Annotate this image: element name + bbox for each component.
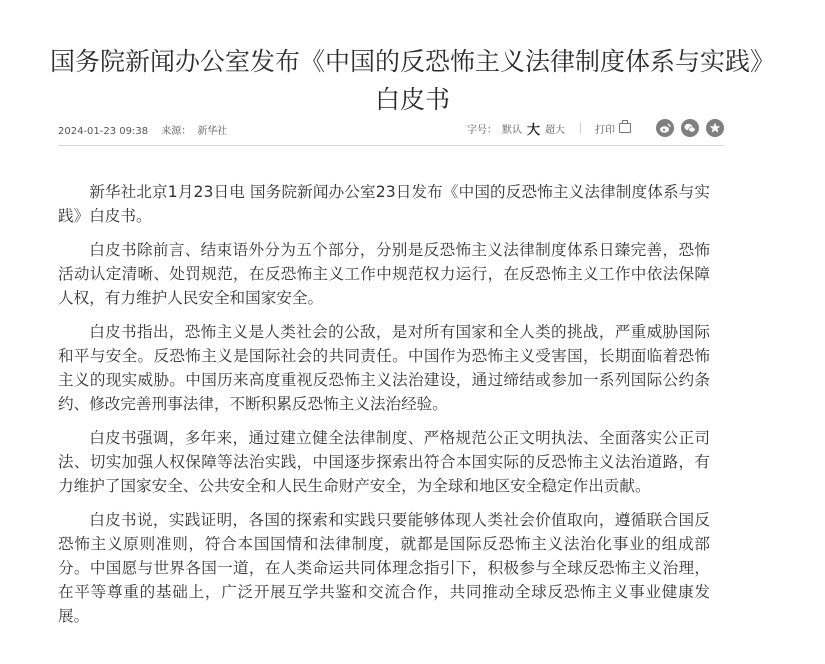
article-meta-info — [58, 122, 237, 137]
print-label: 打印 — [595, 124, 615, 136]
printer-icon — [619, 123, 631, 133]
article-paragraph: 白皮书除前言、结束语外分为五个部分，分别是反恐怖主义法律制度体系日臻完善，恐怖活动认定清晰、处罚规范，在反恐怖主义工作中规范权力运行，在反恐怖主义工作中依法保障人权，有力维护人民安全和国家安全。 — [58, 241, 710, 307]
font-size-default-button[interactable]: 默认 — [501, 124, 522, 136]
article-paragraph: 白皮书说，实践证明，各国的探索和实践只要能够体现人类社会价值取向，遵循联合国反恐怖主义原则准则，符合本国国情和法律制度，就都是国际反恐怖主义法治化事业的组成部分。中国愿与世界各国一道，在人类命运共同体理念指引下，积极参与全球反恐怖主义治理，在平等尊重的基础上，广泛开展互学共鉴和交流合作，共同推动全球反恐怖主义事业健康发展。 — [58, 511, 710, 625]
font-size-label: 字号： — [466, 124, 497, 136]
header-divider — [58, 145, 724, 146]
print-button[interactable] — [595, 121, 631, 136]
tools-divider — [580, 122, 581, 134]
wechat-icon[interactable] — [681, 119, 699, 137]
weibo-icon-glyph — [656, 119, 674, 137]
source-label: 来源： — [161, 126, 192, 137]
article-paragraph: 新华社北京1月23日电 国务院新闻办公室23日发布《中国的反恐怖主义法律制度体系与实践》白皮书。 — [58, 183, 710, 225]
source-info — [161, 126, 227, 137]
article-meta-bar — [58, 118, 724, 140]
wechat-icon-glyph — [681, 119, 699, 137]
article-paragraph: 白皮书指出，恐怖主义是人类社会的公敌，是对所有国家和全人类的挑战，严重威胁国际和平与安全。反恐怖主义是国际社会的共同责任。中国作为恐怖主义受害国，长期面临着恐怖主义的现实威胁。中国历来高度重视反恐怖主义法治建设，通过缔结或参加一系列国际公约条约、修改完善刑事法律，不断积累反恐怖主义法治经验。 — [58, 323, 710, 413]
source-value: 新华社 — [197, 126, 228, 137]
article-body — [58, 180, 710, 638]
weibo-icon[interactable] — [656, 119, 674, 137]
article-tools — [467, 118, 724, 138]
font-size-switcher — [467, 119, 570, 138]
star-icon-glyph — [706, 119, 724, 137]
font-size-bigger-button[interactable]: 超大 — [545, 124, 565, 136]
share-buttons — [649, 119, 724, 137]
favorite-icon[interactable] — [706, 119, 724, 137]
publish-datetime: 2024-01-23 09:38 — [58, 126, 149, 137]
article-paragraph: 白皮书强调，多年来，通过建立健全法律制度、严格规范公正文明执法、全面落实公正司法、切实加强人权保障等法治实践，中国逐步探索出符合本国实际的反恐怖主义法治道路，有力维护了国家安全、公共安全和人民生命财产安全，为全球和地区安全稳定作出贡献。 — [58, 429, 710, 495]
font-size-big-button[interactable]: 大 — [526, 122, 540, 138]
article-title: 国务院新闻办公室发布《中国的反恐怖主义法律制度体系与实践》白皮书 — [49, 46, 775, 114]
